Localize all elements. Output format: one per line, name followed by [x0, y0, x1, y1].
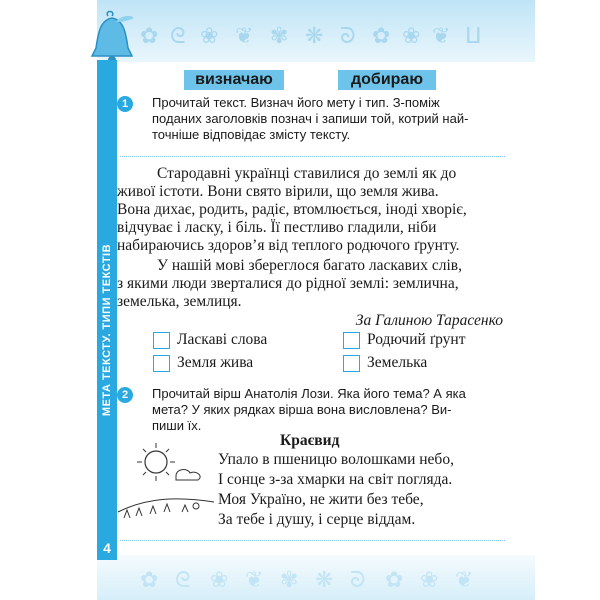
option-fertile-soil[interactable]	[343, 330, 465, 350]
option-label: Земелька	[367, 354, 428, 371]
flower-icon: ✿	[140, 24, 159, 49]
section-title-vertical: МЕТА ТЕКСТУ. ТИПИ ТЕКСТІВ	[101, 243, 113, 417]
grass-icon: ⵡ	[465, 24, 482, 49]
task-2-instruction: Прочитай вірш Анатолія Лози. Яка його тема? А яка мета? У яких рядках вірша вона висловлена? Ви- пиши їх.	[152, 386, 466, 433]
text-author: За Галиною Тарасенко	[355, 312, 503, 329]
page-number: 4	[103, 540, 111, 556]
option-label: Земля жива	[177, 354, 254, 371]
flower-icon: ✾	[280, 568, 299, 593]
swirl-icon: ᘓ	[175, 568, 191, 593]
poem-title: Краєвид	[280, 432, 340, 449]
tag-determine: визначаю	[184, 70, 284, 90]
dotted-divider	[120, 540, 505, 541]
flower-icon: ❀	[210, 568, 229, 593]
checkbox-icon[interactable]	[343, 355, 360, 372]
poem-line: Упало в пшеницю волошками небо,	[218, 451, 454, 468]
option-living-earth[interactable]	[153, 353, 253, 373]
leaf-icon: ❦	[455, 568, 474, 593]
leaf-icon: ❦	[235, 24, 254, 49]
poem-line: І сонце з-за хмарки на світ погляда.	[218, 471, 453, 488]
checkbox-icon[interactable]	[153, 332, 170, 349]
flower-icon: ✾	[270, 24, 289, 49]
option-affectionate-words[interactable]	[153, 330, 267, 350]
option-label: Ласкаві слова	[177, 331, 268, 348]
task-number-2: 2	[117, 387, 133, 403]
flower-icon: ✿	[385, 568, 404, 593]
snowflake-icon: ❋	[305, 24, 324, 49]
swirl-icon: ᘓ	[170, 24, 186, 49]
poem-line: Моя Україно, не жити без тебе,	[218, 491, 424, 508]
flower-icon: ❀	[420, 568, 439, 593]
tag-select: добираю	[338, 70, 436, 90]
leaf-icon: ❦	[432, 24, 451, 49]
poem-line: За тебе і душу, і серце віддам.	[218, 511, 416, 528]
dotted-divider	[120, 156, 505, 157]
sun-field-sketch-icon	[116, 440, 216, 530]
leaf-icon: ❦	[245, 568, 264, 593]
checkbox-icon[interactable]	[153, 355, 170, 372]
swirl-icon: ᘐ	[350, 568, 366, 593]
flower-icon: ❀	[402, 24, 421, 49]
option-little-land[interactable]	[343, 353, 427, 373]
task-number-1: 1	[117, 96, 133, 112]
reading-paragraph-2: У нашій мові збереглося багато ласкавих слів, з якими люди зверталися до рідної землі: землична, земелька, землиця.	[117, 257, 462, 310]
option-label: Родючий ґрунт	[367, 331, 466, 348]
reading-paragraph-1: Стародавні українці ставилися до землі як до живої істоти. Вони свято вірили, що земля жива. Вона дихає, родить, радіє, втомлюється, іноді хворіє, відчуває і ласку, і біль. Її пестливо гладили, ніби набираючись здоров’я від теплого родючого ґрунту.	[117, 165, 467, 254]
snowflake-icon: ❋	[315, 568, 334, 593]
checkbox-icon[interactable]	[343, 332, 360, 349]
flower-icon: ✿	[372, 24, 391, 49]
flower-icon: ❀	[200, 24, 219, 49]
flower-icon: ✿	[140, 568, 159, 593]
swirl-icon: ᘐ	[340, 24, 356, 49]
task-1-instruction: Прочитай текст. Визнач його мету і тип. З-поміж поданих заголовків познач і запиши той, котрий най- точніше відповідає змісту тексту.	[152, 95, 469, 142]
